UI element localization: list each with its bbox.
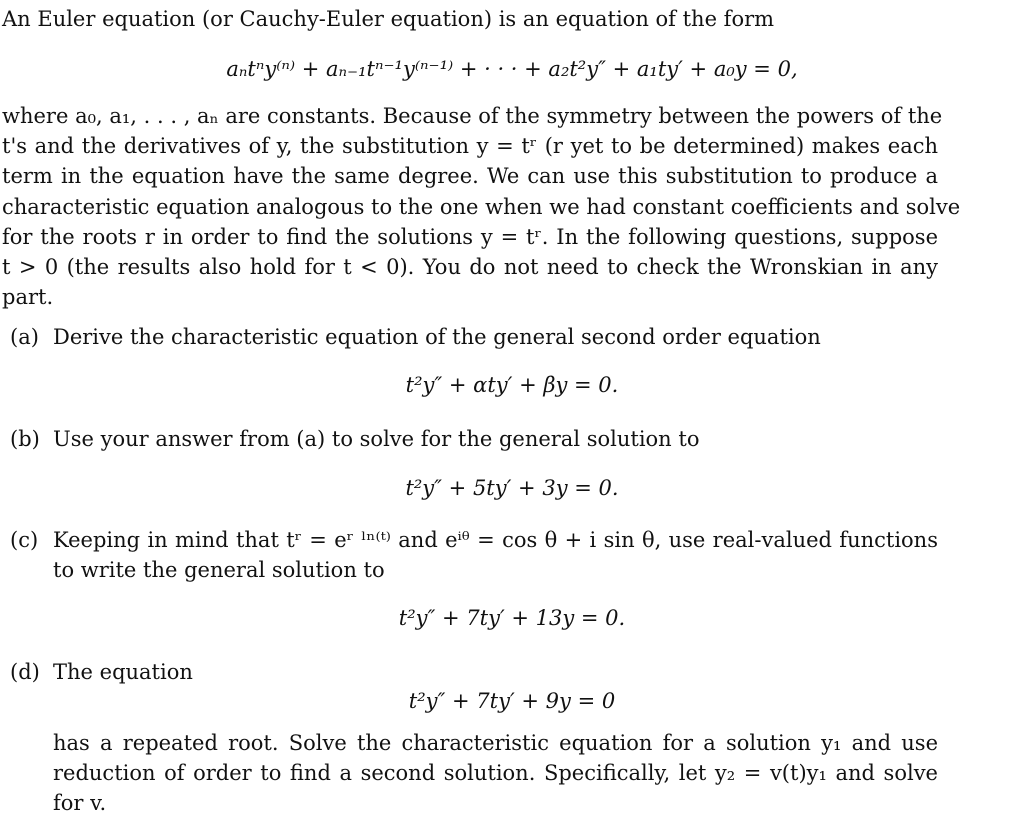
part-d-text: The equation (53, 660, 193, 684)
part-b-equation: t²y″ + 5ty′ + 3y = 0. (405, 476, 619, 500)
intro-paragraph-line: term in the equation have the same degree. We can use this substitution to produce a (2, 164, 938, 189)
part-d-equation: t²y″ + 7ty′ + 9y = 0 (408, 689, 616, 713)
part-c-line: to write the general solution to (53, 558, 385, 583)
intro-paragraph-line: for the roots r in order to find the solutions y = tʳ. In the following questions, suppose (2, 224, 938, 249)
part-d-label: (d) (10, 660, 40, 684)
part-a-text: Derive the characteristic equation of the general second order equation (53, 325, 821, 349)
general-euler-equation: aₙtⁿy⁽ⁿ⁾ + aₙ₋₁tⁿ⁻¹y⁽ⁿ⁻¹⁾ + · · · + a₂t²y″ + a₁ty′ + a₀y = 0, (226, 57, 798, 81)
intro-paragraph-line: t > 0 (the results also hold for t < 0). You do not need to check the Wronskian in any (2, 254, 938, 279)
part-c-line: Keeping in mind that tʳ = eʳ ˡⁿ⁽ᵗ⁾ and eⁱᶿ = cos θ + i sin θ, use real-valued functions (53, 528, 938, 552)
part-d-line: for v. (53, 791, 107, 816)
intro-paragraph-line: t's and the derivatives of y, the substitution y = tʳ (r yet to be determined) makes each (2, 134, 938, 159)
part-a-equation: t²y″ + αty′ + βy = 0. (405, 373, 619, 397)
part-c-text (53, 525, 938, 585)
part-a-label: (a) (10, 325, 39, 349)
part-b-label: (b) (10, 427, 40, 451)
part-d-line: has a repeated root. Solve the characteristic equation for a solution y₁ and use (53, 731, 938, 755)
intro-first-line: An Euler equation (or Cauchy-Euler equation) is an equation of the form (2, 7, 775, 31)
intro-paragraph-line: part. (2, 285, 54, 310)
intro-paragraph (2, 101, 961, 312)
part-d-body (53, 728, 938, 819)
intro-paragraph-line: characteristic equation analogous to the one when we had constant coefficients and solve (2, 194, 961, 219)
part-c-label: (c) (10, 528, 39, 552)
part-d-line: reduction of order to find a second solution. Specifically, let y₂ = v(t)y₁ and solve (53, 761, 938, 786)
intro-paragraph-line: where a₀, a₁, . . . , aₙ are constants. Because of the symmetry between the powers of the (2, 104, 943, 128)
part-c-equation: t²y″ + 7ty′ + 13y = 0. (398, 606, 626, 630)
part-b-text: Use your answer from (a) to solve for the general solution to (53, 427, 700, 451)
